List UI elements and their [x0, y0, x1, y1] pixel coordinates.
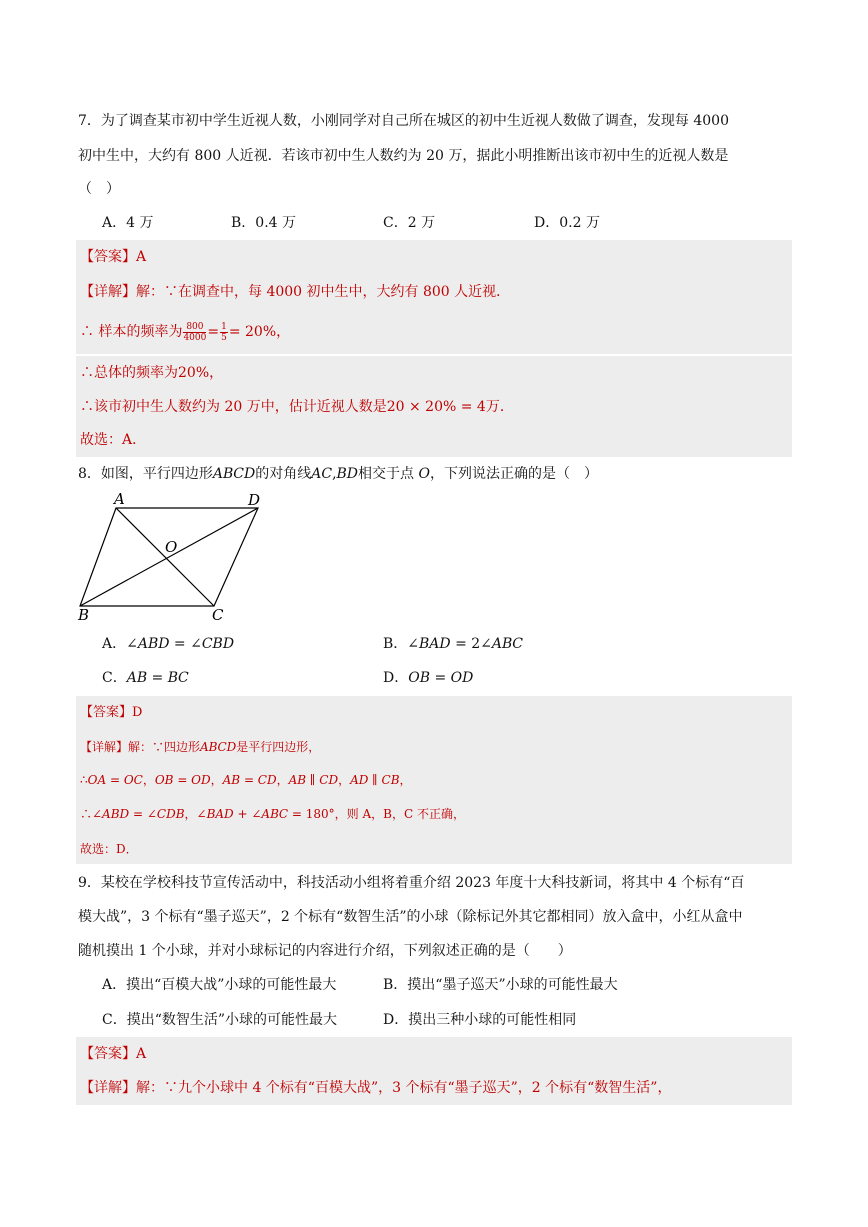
q7-detail-label: 【详解】	[80, 284, 136, 300]
q9-stem-line-3: 随机摸出 1 个小球，并对小球标记的内容进行介绍，下列叙述正确的是（ ）	[78, 943, 572, 959]
q7-frac2-den: 5	[221, 332, 227, 343]
q7-stem-line-3: （ ）	[78, 181, 120, 197]
q8-stem-line-1: 8．如图，平行四边形𝐴𝐵𝐶𝐷的对角线𝐴𝐶,𝐵𝐷相交于点 𝑂，下列说法正确的是（ ）	[78, 466, 598, 482]
parallelogram-figure	[74, 488, 270, 626]
q7-detail-line-1	[80, 282, 510, 302]
q8-option-b: B．∠𝐵𝐴𝐷 = 2∠𝐴𝐵𝐶	[383, 636, 524, 652]
q9-answer-block	[76, 1037, 792, 1105]
q7-frac-den: 4000	[183, 332, 207, 343]
q7-frequency-prefix: ∴ 样本的频率为	[80, 324, 183, 340]
q7-option-a: A．4 万	[102, 215, 154, 231]
q8-answer: 【答案】D	[80, 705, 143, 720]
diagonal-bd	[80, 508, 258, 606]
q7-option-c: C．2 万	[383, 215, 436, 231]
q8-detail-line-1: 【详解】解：∵四边形𝐴𝐵𝐶𝐷是平行四边形，	[80, 740, 321, 754]
q9-option-a: A．摸出“百模大战”小球的可能性最大	[102, 977, 337, 993]
q7-frequency-suffix: = 20%，	[228, 324, 291, 340]
vertex-label-d: D	[248, 491, 261, 509]
diagonal-ac	[116, 508, 214, 606]
q8-choice: 故选：D．	[80, 842, 138, 856]
q9-stem-line-2: 模大战”，3 个标有“墨子巡天”，2 个标有“数智生活”的小球（除标记外其它都相同）放入盒中，小红从盒中	[78, 909, 743, 925]
q9-option-d: D．摸出三种小球的可能性相同	[383, 1012, 577, 1028]
q7-fraction-800-4000	[183, 322, 206, 343]
q7-choice: 故选：A．	[80, 432, 147, 448]
q8-answer-block	[76, 696, 792, 864]
q7-fraction-1-5	[220, 322, 228, 343]
q7-stem-line-1: 7．为了调查某市初中学生近视人数，小刚同学对自己所在城区的初中生近视人数做了调查，发现每 4000	[78, 113, 729, 129]
q7-stem-line-2: 初中生中，大约有 800 人近视．若该市初中生人数约为 20 万，据此小明推断出该市初中生的近视人数是	[78, 148, 729, 164]
q9-detail-line-1: 【详解】解：∵九个小球中 4 个标有“百模大战”，3 个标有“墨子巡天”，2 个标有“数智生活”，	[80, 1080, 672, 1096]
q8-detail-line-3: ∴∠𝐴𝐵𝐷 = ∠𝐶𝐷𝐵，∠𝐵𝐴𝐷 + ∠𝐴𝐵𝐶 = 180°，则 A，B，C 不正确，	[80, 807, 465, 821]
q9-answer: 【答案】A	[80, 1046, 147, 1062]
q7-option-d: D．0.2 万	[534, 215, 600, 231]
q7-detail-line-3: ∴总体的频率为20%，	[80, 365, 224, 381]
q9-option-b: B．摸出“墨子巡天”小球的可能性最大	[383, 977, 618, 993]
q9-option-c: C．摸出“数智生活”小球的可能性最大	[102, 1012, 338, 1028]
q8-detail-line-2: ∴𝑂𝐴 = 𝑂𝐶，𝑂𝐵 = 𝑂𝐷，𝐴𝐵 = 𝐶𝐷，𝐴𝐵 ∥ 𝐶𝐷，𝐴𝐷 ∥ 𝐶𝐵，	[80, 773, 412, 787]
q7-detail-line-2: ∴ 样本的频率为 $\frac{800}{4000}$ = $\frac{1}{5}$ = 20%，	[80, 321, 291, 343]
q8-option-c: C．𝐴𝐵 = 𝐵𝐶	[102, 670, 189, 686]
vertex-label-b: B	[78, 606, 90, 624]
vertex-label-a: A	[114, 490, 125, 508]
q8-option-d: D．𝑂𝐵 = 𝑂𝐷	[383, 670, 474, 686]
q7-detail-line-4: ∴该市初中生人数约为 20 万中，估计近视人数是20 × 20% = 4万．	[80, 399, 514, 415]
vertex-label-o: O	[165, 538, 178, 556]
q7-option-b: B．0.4 万	[231, 215, 297, 231]
q8-option-a: A．∠𝐴𝐵𝐷 = ∠𝐶𝐵𝐷	[102, 636, 235, 652]
q7-detail-text: 解：∵在调查中，每 4000 初中生中，大约有 800 人近视．	[136, 284, 511, 300]
vertex-label-c: C	[212, 606, 224, 624]
q9-stem-line-1: 9．某校在学校科技节宣传活动中，科技活动小组将着重介绍 2023 年度十大科技新词，将其中 4 个标有“百	[78, 875, 745, 891]
q7-answer: 【答案】A	[80, 249, 147, 265]
q7-frac-num: 800	[183, 322, 206, 333]
q7-answer-block	[76, 240, 792, 457]
q7-frac2-num: 1	[221, 321, 227, 332]
q7-block-divider	[76, 354, 792, 356]
